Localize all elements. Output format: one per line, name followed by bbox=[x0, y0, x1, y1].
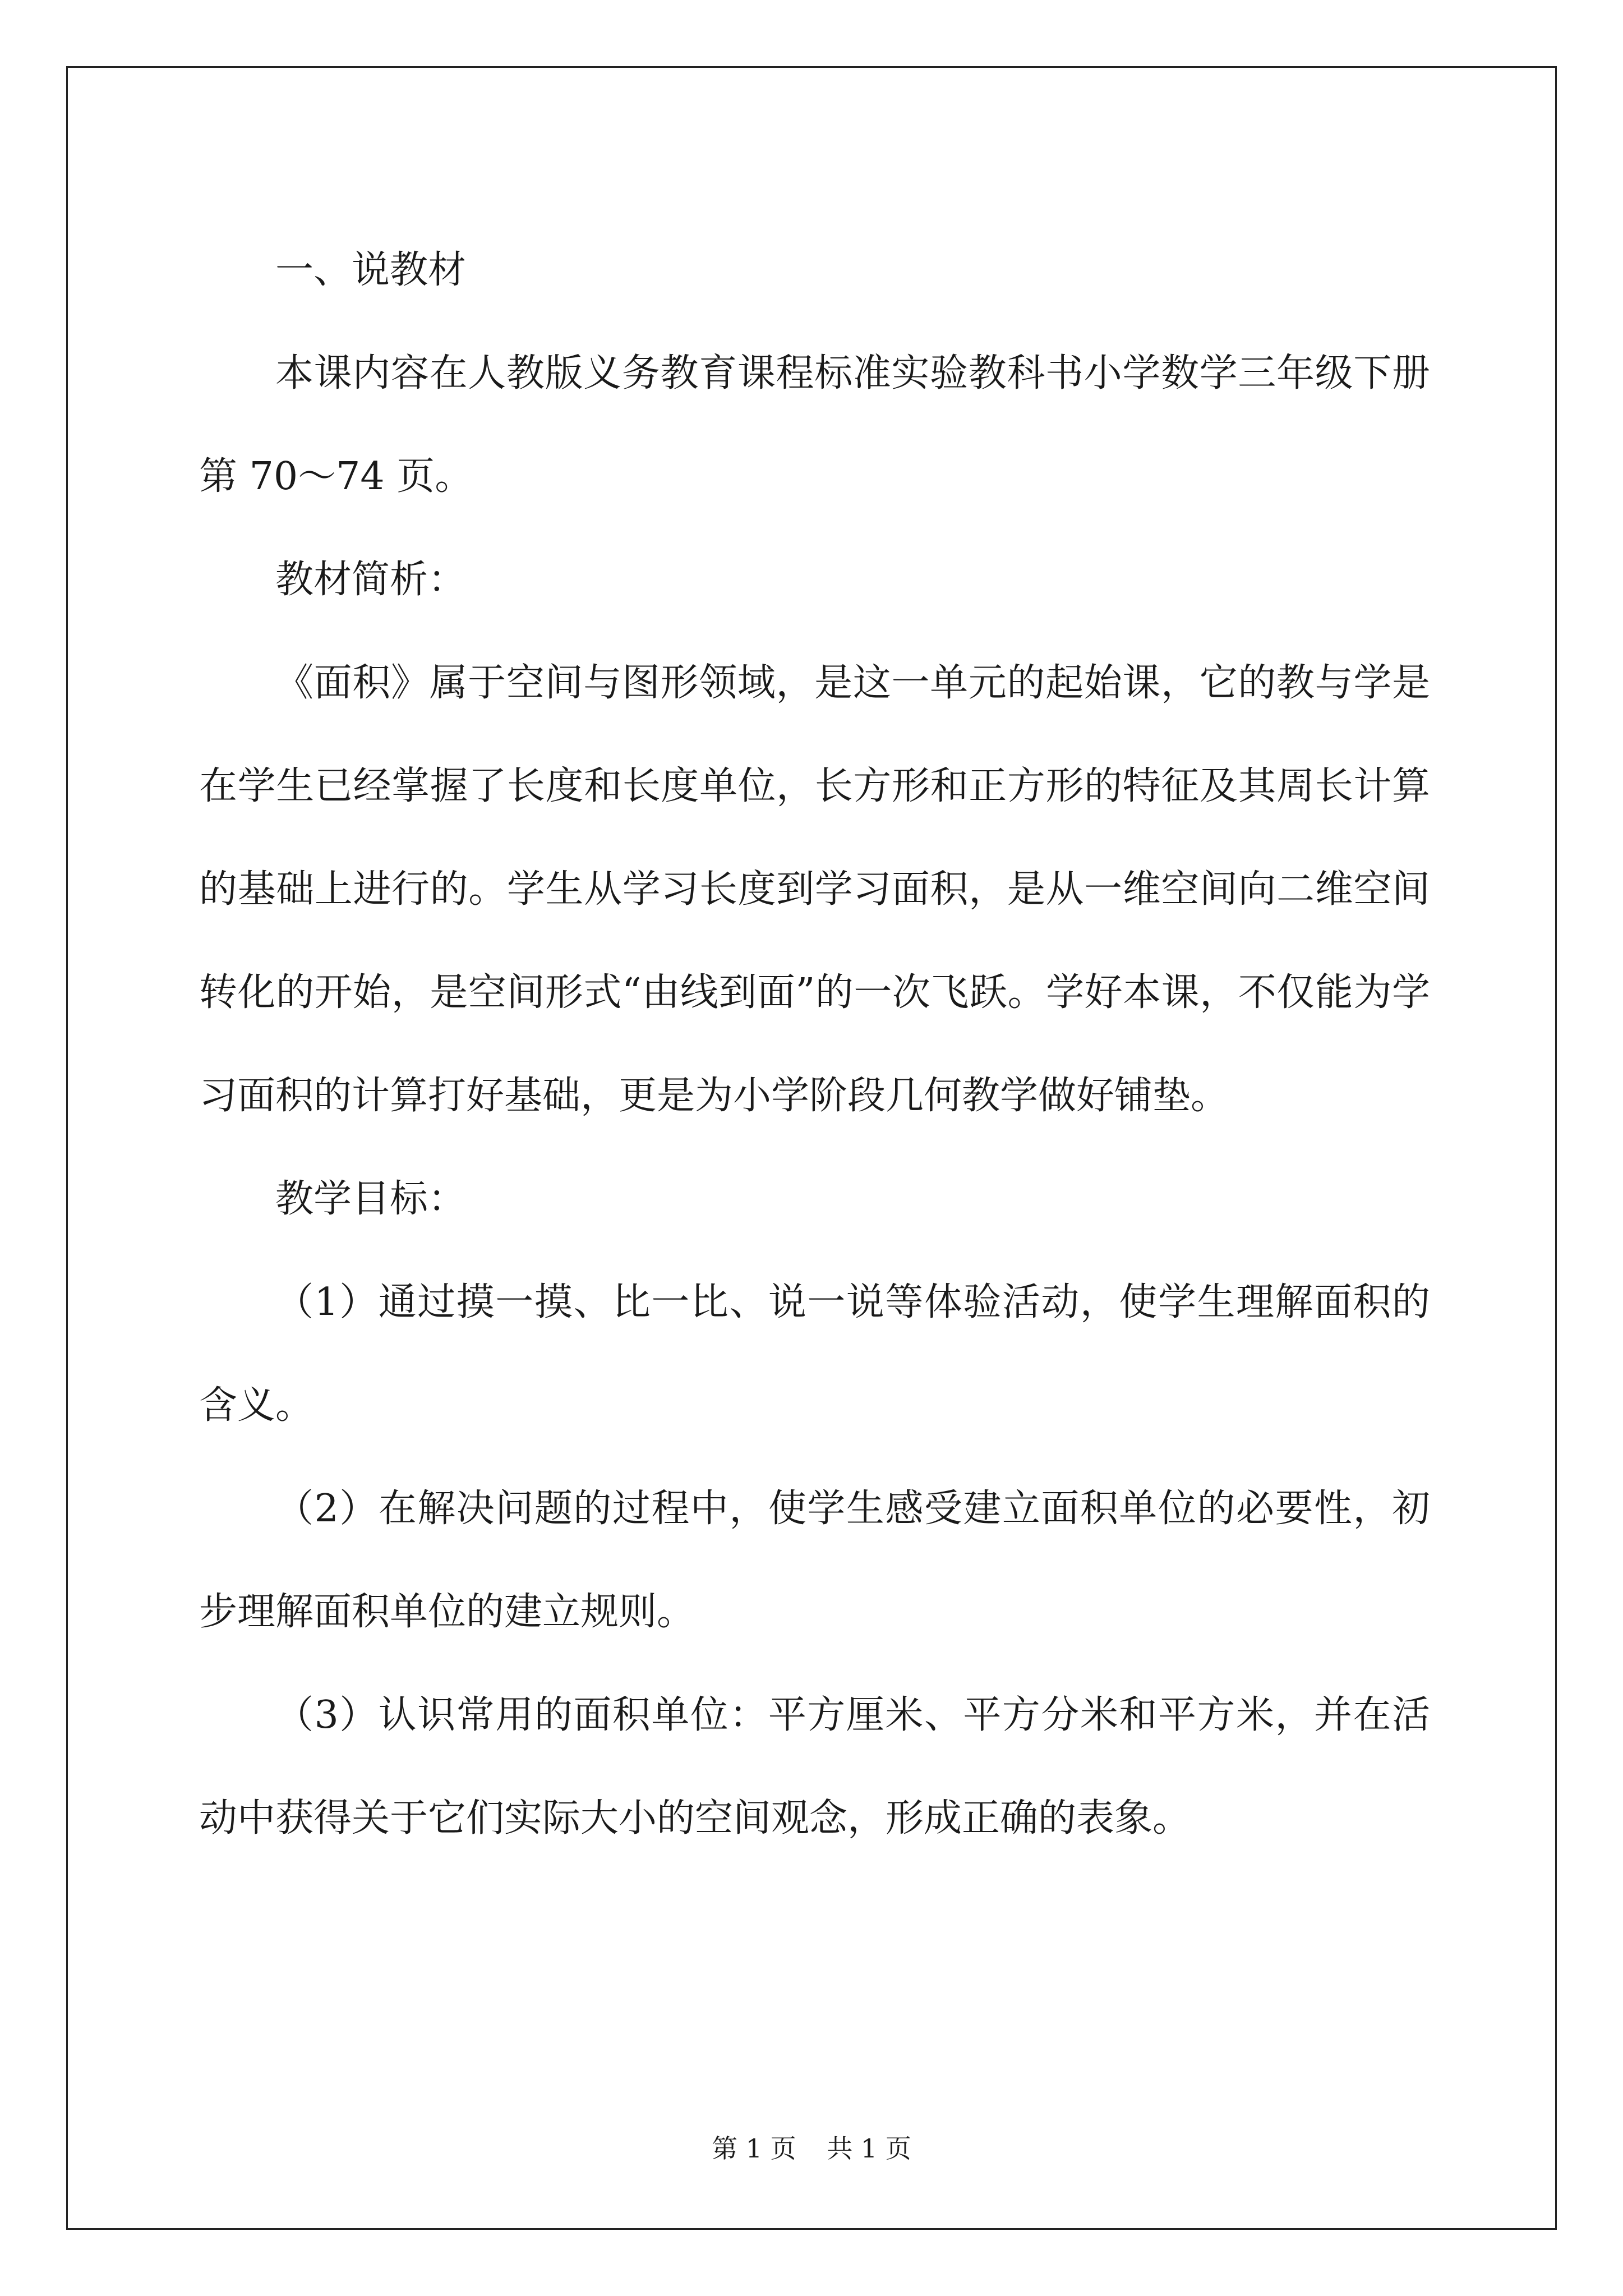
paragraph-textbook-info: 本课内容在人教版义务教育课程标准实验教科书小学数学三年级下册第 70～74 页。 bbox=[199, 351, 1430, 499]
paragraph-goal-1: （1）通过摸一摸、比一比、说一说等体验活动，使学生理解面积的含义。 bbox=[199, 1280, 1430, 1428]
paragraph-goal-3: （3）认识常用的面积单位：平方厘米、平方分米和平方米，并在活动中获得关于它们实际大小的空间观念，形成正确的表象。 bbox=[199, 1693, 1430, 1841]
page-total: 共 1 页 bbox=[827, 2133, 911, 2164]
paragraph-textbook-analysis: 《面积》属于空间与图形领域，是这一单元的起始课，它的教与学是在学生已经掌握了长度和长度单位，长方形和正方形的特征及其周长计算的基础上进行的。学生从学习长度到学习面积，是从一维空间向二维空间转化的开始，是空间形式“由线到面”的一次飞跃。学好本课，不仅能为学习面积的计算打好基础，更是为小学阶段几何教学做好铺垫。 bbox=[199, 661, 1430, 1118]
page-number: 第 1 页 bbox=[712, 2133, 796, 2164]
document-body bbox=[199, 219, 1430, 1870]
paragraph-goal-2: （2）在解决问题的过程中，使学生感受建立面积单位的必要性，初步理解面积单位的建立规则。 bbox=[199, 1487, 1430, 1634]
subheading-teaching-goals: 教学目标： bbox=[275, 1177, 467, 1221]
page-footer bbox=[0, 2132, 1623, 2165]
subheading-textbook-analysis: 教材简析： bbox=[275, 558, 467, 602]
section-heading: 一、说教材 bbox=[275, 248, 467, 292]
